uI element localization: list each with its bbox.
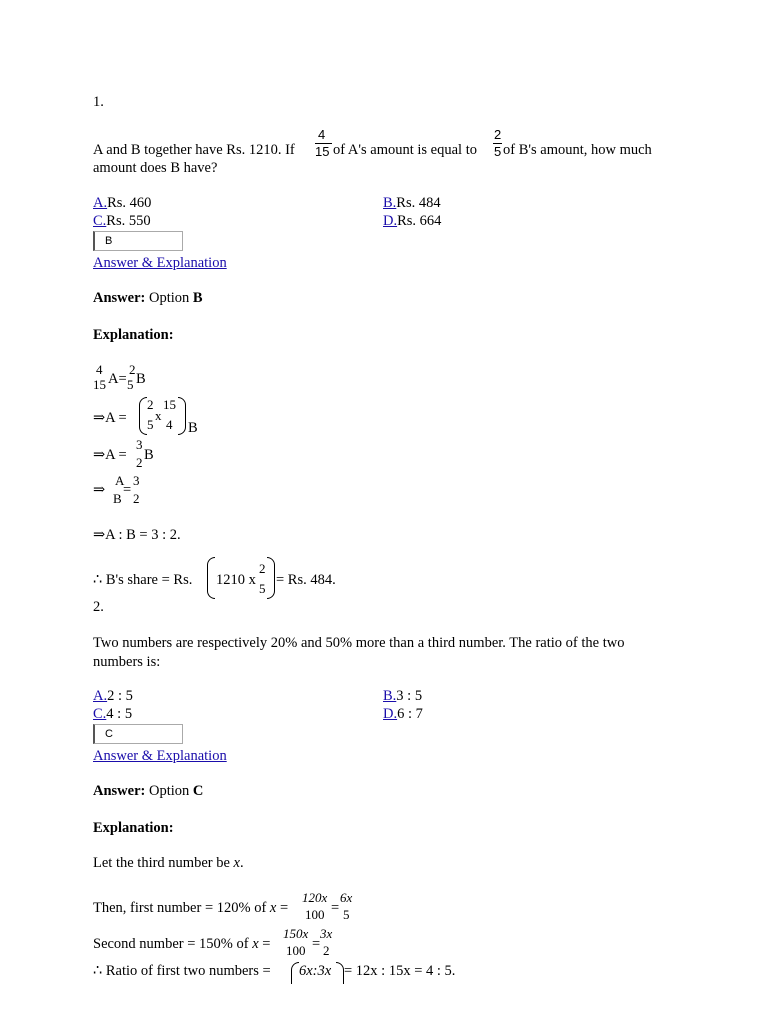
option-a-link[interactable]: A. — [93, 195, 108, 211]
formula-text-part: Let the third number be — [93, 855, 230, 871]
fraction-denominator: 15 — [315, 144, 330, 159]
option-d — [383, 706, 423, 723]
question-text-part: of A's amount is equal to — [333, 142, 477, 158]
option-d — [383, 213, 441, 230]
option-d-value: Rs. 664 — [397, 213, 442, 229]
formula-text: 2 — [323, 943, 330, 958]
option-a — [93, 195, 151, 212]
answer-input[interactable]: C — [93, 724, 183, 744]
formula-text: 2 — [136, 455, 143, 470]
option-b-link[interactable]: B. — [383, 195, 397, 211]
option-d-link[interactable]: D. — [383, 706, 398, 722]
option-b-link[interactable]: B. — [383, 688, 397, 704]
formula-text: B — [136, 371, 146, 387]
fraction-numerator: 4 — [318, 127, 326, 142]
answer-option: B — [192, 290, 203, 306]
question-text: numbers is: — [93, 654, 161, 670]
formula-text-part: Then, first number = 120% of — [93, 900, 267, 916]
option-b-value: Rs. 484 — [396, 195, 441, 211]
formula-text: 150x — [283, 926, 309, 941]
formula-text: = — [331, 900, 340, 916]
answer-option: C — [192, 783, 204, 799]
option-c-link[interactable]: C. — [93, 706, 107, 722]
question-text-part: of B's amount, how much — [503, 142, 652, 158]
fraction-denominator: 5 — [494, 144, 502, 159]
answer-explanation-link[interactable]: Answer & Explanation — [93, 748, 227, 764]
formula-text: 3 — [133, 473, 140, 488]
formula-text: ⇒A : B = 3 : 2. — [93, 527, 181, 543]
answer-label: Answer: — [93, 290, 146, 306]
formula-text: 5 — [127, 377, 134, 392]
formula-text: ⇒A = — [93, 410, 127, 426]
answer-explanation-link[interactable]: Answer & Explanation — [93, 255, 227, 271]
option-a-value: Rs. 460 — [107, 195, 152, 211]
option-c — [93, 706, 132, 723]
formula-text-part: Second number = 150% of — [93, 936, 249, 952]
formula-text: 100 — [286, 943, 306, 958]
formula-text: 2 — [147, 397, 154, 412]
formula-text: 1210 x — [216, 572, 256, 588]
formula-text: 120x — [302, 890, 328, 905]
formula-text: = 12x : 15x = 4 : 5. — [344, 963, 456, 979]
answer-option-word: Option — [148, 783, 190, 799]
question-number: 2. — [93, 599, 104, 615]
option-c-value: 4 : 5 — [106, 706, 133, 722]
answer-line — [93, 290, 203, 307]
fraction-numerator: 2 — [494, 127, 502, 142]
formula-text: 6x:3x — [299, 963, 332, 979]
formula-text — [93, 900, 288, 917]
question-text-part: amount does B have? — [93, 160, 218, 176]
formula-text: = — [123, 482, 132, 498]
option-d-link[interactable]: D. — [383, 213, 398, 229]
formula-text: 4 — [96, 362, 103, 377]
variable-x: x — [252, 936, 259, 952]
formula-text: ∴ Ratio of first two numbers = — [93, 963, 271, 979]
formula-text: 5 — [343, 907, 350, 922]
formula-text: ⇒A = — [93, 447, 127, 463]
explanation-label: Explanation: — [93, 820, 174, 836]
option-c-link[interactable]: C. — [93, 213, 107, 229]
formula-text: x — [155, 408, 162, 423]
formula-text — [93, 855, 244, 872]
formula-text: = — [312, 936, 321, 952]
variable-x: x — [233, 855, 240, 871]
formula-text: 6x — [340, 890, 353, 905]
option-d-value: 6 : 7 — [397, 706, 423, 722]
formula-text: ∴ B's share = Rs. — [93, 572, 193, 588]
question-number: 1. — [93, 94, 104, 110]
formula-text: 3 — [136, 437, 143, 452]
answer-line — [93, 783, 203, 800]
answer-input[interactable]: B — [93, 231, 183, 251]
option-b — [383, 195, 441, 212]
formula-text-part: = — [279, 900, 289, 916]
formula-text-part: . — [239, 855, 244, 871]
option-a-value: 2 : 5 — [107, 688, 133, 704]
formula-text: A= — [108, 371, 127, 387]
question-text-part: A and B together have Rs. 1210. If — [93, 142, 295, 158]
variable-x: x — [269, 900, 277, 916]
formula-text: 2 — [129, 362, 136, 377]
question-text: Two numbers are respectively 20% and 50% more than a third number. The ratio of the two — [93, 635, 625, 651]
formula-text-part: = — [262, 936, 271, 952]
explanation-label: Explanation: — [93, 327, 174, 343]
formula-text: 5 — [147, 417, 154, 432]
formula-text: B — [144, 447, 154, 463]
formula-text: ⇒ — [93, 482, 106, 498]
formula-text: 15 — [93, 377, 106, 392]
option-b — [383, 688, 422, 705]
formula-text: B — [188, 420, 198, 436]
answer-option-word: Option — [148, 290, 190, 306]
formula-text: B — [113, 491, 122, 506]
formula-text: = Rs. 484. — [276, 572, 336, 588]
formula-text: 4 — [166, 417, 173, 432]
option-a — [93, 688, 133, 705]
answer-label: Answer: — [93, 783, 146, 799]
formula-text: 15 — [163, 397, 176, 412]
formula-text: 2 — [259, 561, 266, 576]
option-a-link[interactable]: A. — [93, 688, 108, 704]
formula-text: A — [115, 473, 125, 488]
option-b-value: 3 : 5 — [396, 688, 423, 704]
formula-text: 2 — [133, 491, 140, 506]
option-c — [93, 213, 151, 230]
option-c-value: Rs. 550 — [106, 213, 151, 229]
formula-text: 3x — [320, 926, 333, 941]
formula-text: 5 — [259, 581, 266, 596]
formula-text — [93, 936, 270, 953]
formula-text: 100 — [305, 907, 325, 922]
